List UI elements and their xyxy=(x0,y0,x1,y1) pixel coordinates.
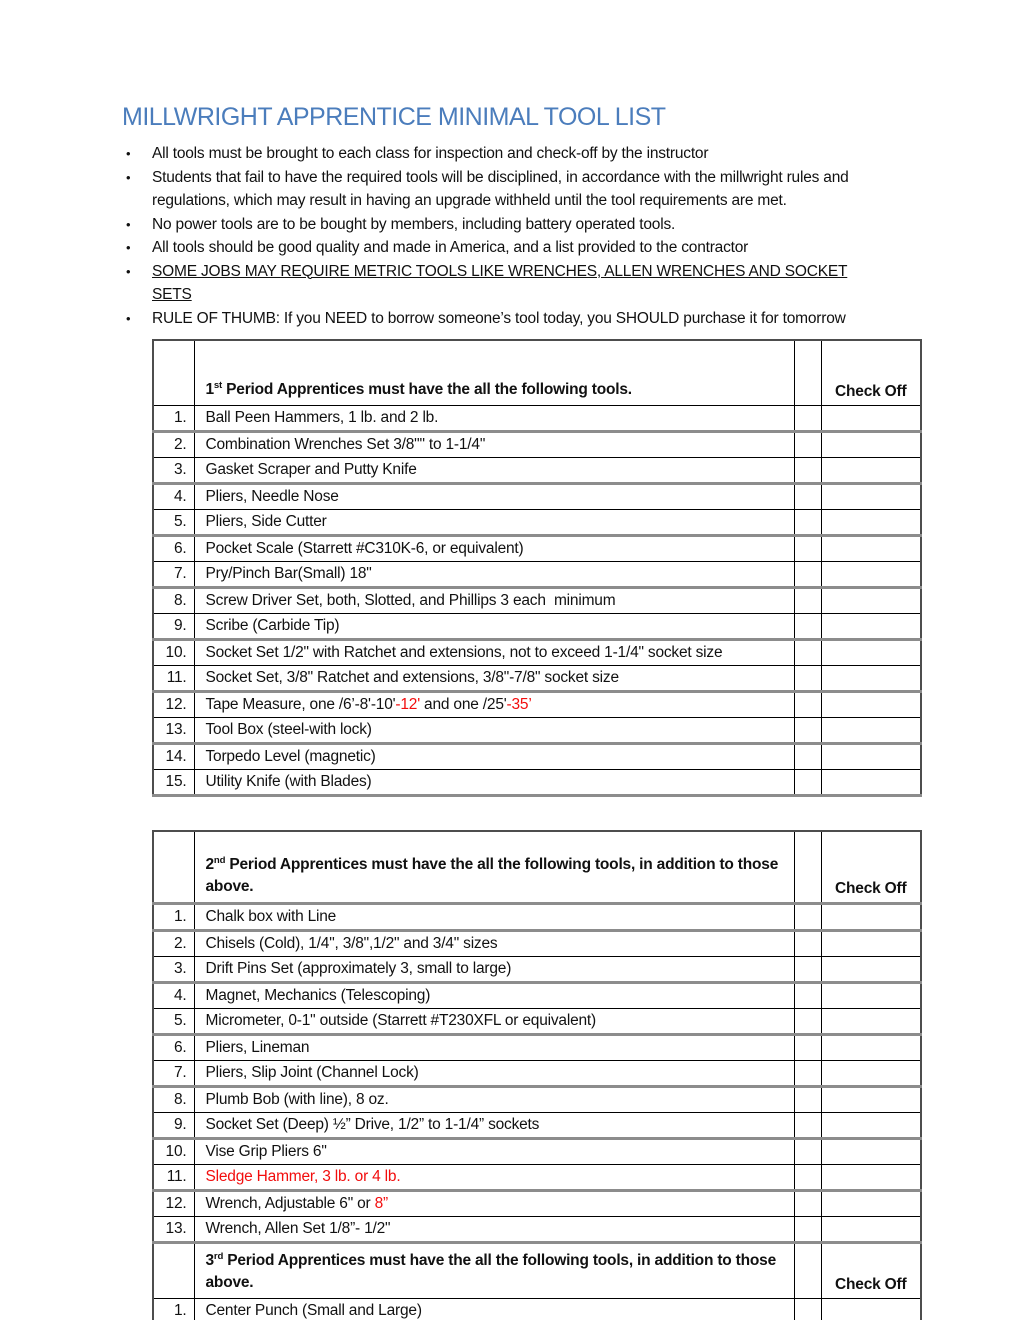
spacer-cell xyxy=(794,1217,821,1243)
item-text: Wrench, Allen Set 1/8”- 1/2" xyxy=(205,1220,391,1237)
item-text: Pliers, Needle Nose xyxy=(205,488,339,505)
rule-text: RULE OF THUMB: If you NEED to borrow someone’s tool today, you SHOULD purchase it for tomorrow xyxy=(152,309,846,327)
table-row xyxy=(153,432,921,458)
check-off-cell xyxy=(821,406,921,432)
tool-table xyxy=(152,1244,922,1320)
table-row xyxy=(153,562,921,588)
rule-text: No power tools are to be bought by members, including battery operated tools. xyxy=(152,215,676,233)
spacer-cell xyxy=(794,484,821,510)
spacer-cell xyxy=(794,770,821,796)
check-off-cell xyxy=(821,1113,921,1139)
item-text: Center Punch (Small and Large) xyxy=(205,1302,422,1319)
period-heading: 3rd Period Apprentices must have the all the following tools, in addition to those above. xyxy=(194,1244,794,1299)
spacer-cell xyxy=(794,588,821,614)
table-row xyxy=(153,406,921,432)
table-row xyxy=(153,510,921,536)
check-off-cell xyxy=(821,983,921,1009)
table-row xyxy=(153,957,921,983)
header-number-cell xyxy=(153,1244,194,1299)
spacer-cell xyxy=(794,904,821,931)
item-description xyxy=(194,931,794,957)
check-off-label: Check Off xyxy=(821,1244,921,1299)
item-number: 1. xyxy=(153,406,194,432)
spacer-cell xyxy=(794,536,821,562)
item-number: 4. xyxy=(153,983,194,1009)
item-number: 11. xyxy=(153,1165,194,1191)
item-text: Micrometer, 0-1" outside (Starrett #T230XFL or equivalent) xyxy=(205,1012,596,1029)
item-description xyxy=(194,904,794,931)
period-heading: 1st Period Apprentices must have the all the following tools. xyxy=(194,340,794,406)
spacer-cell xyxy=(794,983,821,1009)
table-row xyxy=(153,744,921,770)
check-off-cell xyxy=(821,1035,921,1061)
item-description xyxy=(194,1009,794,1035)
tool-table xyxy=(152,830,922,1244)
table-header-row xyxy=(153,340,921,406)
item-text: Combination Wrenches Set 3/8"" to 1-1/4" xyxy=(205,436,486,453)
table-header-row xyxy=(153,1244,921,1299)
item-text: Gasket Scraper and Putty Knife xyxy=(205,461,417,478)
item-number: 10. xyxy=(153,1139,194,1165)
rule-text: All tools must be brought to each class for inspection and check-off by the instructor xyxy=(152,145,709,162)
check-off-cell xyxy=(821,1009,921,1035)
item-description xyxy=(194,957,794,983)
check-off-cell xyxy=(821,957,921,983)
item-number: 13. xyxy=(153,718,194,744)
item-number: 3. xyxy=(153,458,194,484)
item-text: Pliers, Lineman xyxy=(205,1039,310,1056)
rule-text: All tools should be good quality and made in America, and a list provided to the contractor xyxy=(152,239,749,256)
spacer-cell xyxy=(794,1165,821,1191)
spacer-cell xyxy=(794,614,821,640)
item-number: 3. xyxy=(153,957,194,983)
item-description xyxy=(194,588,794,614)
rules-list xyxy=(122,142,858,330)
header-spacer-cell xyxy=(794,1244,821,1299)
spacer-cell xyxy=(794,1139,821,1165)
item-description xyxy=(194,718,794,744)
item-number: 11. xyxy=(153,666,194,692)
item-text: Socket Set (Deep) ½” Drive, 1/2” to 1-1/4” sockets xyxy=(205,1116,540,1133)
check-off-cell xyxy=(821,744,921,770)
spacer-cell xyxy=(794,692,821,718)
item-number: 10. xyxy=(153,640,194,666)
bullet-icon: • xyxy=(126,169,131,185)
table-row xyxy=(153,983,921,1009)
check-off-cell xyxy=(821,1061,921,1087)
check-off-label: Check Off xyxy=(821,340,921,406)
tool-tables xyxy=(152,339,1020,1320)
item-number: 2. xyxy=(153,931,194,957)
check-off-cell xyxy=(821,1299,921,1320)
bullet-icon: • xyxy=(126,240,131,255)
table-row xyxy=(153,666,921,692)
table-row xyxy=(153,718,921,744)
item-number: 12. xyxy=(153,1191,194,1217)
item-text: Ball Peen Hammers, 1 lb. and 2 lb. xyxy=(205,409,439,426)
check-off-cell xyxy=(821,1139,921,1165)
item-text: Torpedo Level (magnetic) xyxy=(205,748,376,765)
table-row xyxy=(153,692,921,718)
item-text: Vise Grip Pliers 6" xyxy=(205,1143,327,1160)
table-row xyxy=(153,1035,921,1061)
item-description xyxy=(194,406,794,432)
item-description xyxy=(194,484,794,510)
item-description xyxy=(194,562,794,588)
check-off-cell xyxy=(821,510,921,536)
spacer-cell xyxy=(794,510,821,536)
item-text: and one /25' xyxy=(419,696,507,713)
item-number: 15. xyxy=(153,770,194,796)
table-header-row xyxy=(153,831,921,904)
item-text: Tape Measure, one /6’-8'-10' xyxy=(205,696,396,713)
item-description xyxy=(194,640,794,666)
spacer-cell xyxy=(794,458,821,484)
bullet-icon: • xyxy=(126,310,131,326)
table-row xyxy=(153,1217,921,1243)
table-row xyxy=(153,904,921,931)
spacer-cell xyxy=(794,666,821,692)
item-description xyxy=(194,666,794,692)
rule-item xyxy=(126,166,858,213)
item-number: 9. xyxy=(153,1113,194,1139)
item-number: 7. xyxy=(153,1061,194,1087)
item-description xyxy=(194,770,794,796)
check-off-cell xyxy=(821,692,921,718)
item-text: Pocket Scale (Starrett #C310K-6, or equivalent) xyxy=(205,540,524,557)
check-off-cell xyxy=(821,588,921,614)
item-number: 2. xyxy=(153,432,194,458)
check-off-cell xyxy=(821,536,921,562)
item-text-red: 8” xyxy=(374,1195,388,1212)
item-number: 6. xyxy=(153,1035,194,1061)
item-description xyxy=(194,983,794,1009)
item-number: 6. xyxy=(153,536,194,562)
item-number: 1. xyxy=(153,904,194,931)
ordinal-superscript: st xyxy=(213,379,223,391)
rule-item xyxy=(126,307,858,331)
table-row xyxy=(153,1299,921,1320)
item-text: Drift Pins Set (approximately 3, small to large) xyxy=(205,960,512,977)
table-row xyxy=(153,1191,921,1217)
spacer-cell xyxy=(794,562,821,588)
item-text-red: Sledge Hammer, 3 lb. or 4 lb. xyxy=(205,1168,401,1185)
bullet-icon: • xyxy=(126,146,131,161)
table-row xyxy=(153,588,921,614)
check-off-cell xyxy=(821,666,921,692)
check-off-label: Check Off xyxy=(821,831,921,904)
table-row xyxy=(153,458,921,484)
item-description xyxy=(194,1035,794,1061)
item-text: Pliers, Side Cutter xyxy=(205,513,327,530)
item-number: 7. xyxy=(153,562,194,588)
item-description xyxy=(194,1087,794,1113)
rule-item xyxy=(126,236,858,260)
item-description xyxy=(194,458,794,484)
header-number-cell xyxy=(153,340,194,406)
check-off-cell xyxy=(821,458,921,484)
table-row xyxy=(153,614,921,640)
spacer-cell xyxy=(794,718,821,744)
item-number: 8. xyxy=(153,1087,194,1113)
ordinal-superscript: rd xyxy=(213,1250,224,1262)
bullet-icon: • xyxy=(126,216,131,232)
item-number: 1. xyxy=(153,1299,194,1320)
check-off-cell xyxy=(821,640,921,666)
rule-text: SOME JOBS MAY REQUIRE METRIC TOOLS LIKE WRENCHES, ALLEN WRENCHES AND SOCKET SETS xyxy=(152,262,848,303)
item-description xyxy=(194,1139,794,1165)
spacer-cell xyxy=(794,957,821,983)
check-off-cell xyxy=(821,1165,921,1191)
bullet-icon: • xyxy=(126,263,131,279)
item-description xyxy=(194,510,794,536)
item-number: 12. xyxy=(153,692,194,718)
page-title: MILLWRIGHT APPRENTICE MINIMAL TOOL LIST xyxy=(122,103,666,131)
table-row xyxy=(153,931,921,957)
spacer-cell xyxy=(794,744,821,770)
spacer-cell xyxy=(794,406,821,432)
check-off-cell xyxy=(821,484,921,510)
item-text: Pliers, Slip Joint (Channel Lock) xyxy=(205,1064,419,1081)
table-row xyxy=(153,1087,921,1113)
header-spacer-cell xyxy=(794,340,821,406)
item-description xyxy=(194,1061,794,1087)
item-description xyxy=(194,744,794,770)
item-text: Wrench, Adjustable 6" or xyxy=(205,1195,375,1212)
spacer-cell xyxy=(794,931,821,957)
item-text: Utility Knife (with Blades) xyxy=(205,773,372,790)
item-text: Pry/Pinch Bar(Small) 18" xyxy=(205,565,372,582)
check-off-cell xyxy=(821,1087,921,1113)
table-row xyxy=(153,1139,921,1165)
check-off-cell xyxy=(821,718,921,744)
table-row xyxy=(153,770,921,796)
table-row xyxy=(153,536,921,562)
check-off-cell xyxy=(821,931,921,957)
item-text: Screw Driver Set, both, Slotted, and Phillips 3 each minimum xyxy=(205,592,616,609)
table-row xyxy=(153,1165,921,1191)
table-row xyxy=(153,1009,921,1035)
item-text: Chalk box with Line xyxy=(205,908,337,925)
item-description xyxy=(194,1165,794,1191)
header-spacer-cell xyxy=(794,831,821,904)
spacer-cell xyxy=(794,640,821,666)
table-row xyxy=(153,1113,921,1139)
check-off-cell xyxy=(821,614,921,640)
check-off-cell xyxy=(821,562,921,588)
table-row xyxy=(153,1061,921,1087)
item-description xyxy=(194,1217,794,1243)
item-text: Plumb Bob (with line), 8 oz. xyxy=(205,1091,389,1108)
item-description xyxy=(194,536,794,562)
item-number: 5. xyxy=(153,1009,194,1035)
item-text: Socket Set, 3/8" Ratchet and extensions, 3/8"-7/8" socket size xyxy=(205,669,619,686)
item-description xyxy=(194,1113,794,1139)
rule-item xyxy=(126,260,858,307)
item-number: 8. xyxy=(153,588,194,614)
spacer-cell xyxy=(794,1113,821,1139)
spacer-cell xyxy=(794,1035,821,1061)
item-number: 4. xyxy=(153,484,194,510)
rule-item xyxy=(126,213,858,237)
spacer-cell xyxy=(794,1087,821,1113)
item-number: 9. xyxy=(153,614,194,640)
table-row xyxy=(153,484,921,510)
item-text: Tool Box (steel-with lock) xyxy=(205,721,372,738)
item-description xyxy=(194,432,794,458)
period-heading: 2nd Period Apprentices must have the all the following tools, in addition to those above. xyxy=(194,831,794,904)
item-text: Chisels (Cold), 1/4", 3/8",1/2" and 3/4" sizes xyxy=(205,935,498,952)
item-text: Magnet, Mechanics (Telescoping) xyxy=(205,987,431,1004)
spacer-cell xyxy=(794,1191,821,1217)
item-text-red: -12' xyxy=(395,696,420,713)
item-text-red: -35’ xyxy=(506,696,532,713)
item-text: Socket Set 1/2" with Ratchet and extensions, not to exceed 1-1/4" socket size xyxy=(205,644,723,661)
item-number: 14. xyxy=(153,744,194,770)
tool-table xyxy=(152,339,922,797)
check-off-cell xyxy=(821,770,921,796)
item-description xyxy=(194,1299,794,1320)
item-number: 13. xyxy=(153,1217,194,1243)
check-off-cell xyxy=(821,904,921,931)
spacer-cell xyxy=(794,1299,821,1320)
check-off-cell xyxy=(821,1191,921,1217)
check-off-cell xyxy=(821,432,921,458)
rule-text: Students that fail to have the required tools will be disciplined, in accordance with the millwright rules and regulations, which may result in having an upgrade withheld until the tool requirements are met. xyxy=(152,168,849,209)
item-description xyxy=(194,692,794,718)
table-row xyxy=(153,640,921,666)
item-number: 5. xyxy=(153,510,194,536)
ordinal-superscript: nd xyxy=(213,854,226,866)
item-text: Scribe (Carbide Tip) xyxy=(205,617,340,634)
rule-item xyxy=(126,142,858,166)
item-description xyxy=(194,1191,794,1217)
spacer-cell xyxy=(794,1061,821,1087)
check-off-cell xyxy=(821,1217,921,1243)
spacer-cell xyxy=(794,432,821,458)
header-number-cell xyxy=(153,831,194,904)
spacer-cell xyxy=(794,1009,821,1035)
item-description xyxy=(194,614,794,640)
